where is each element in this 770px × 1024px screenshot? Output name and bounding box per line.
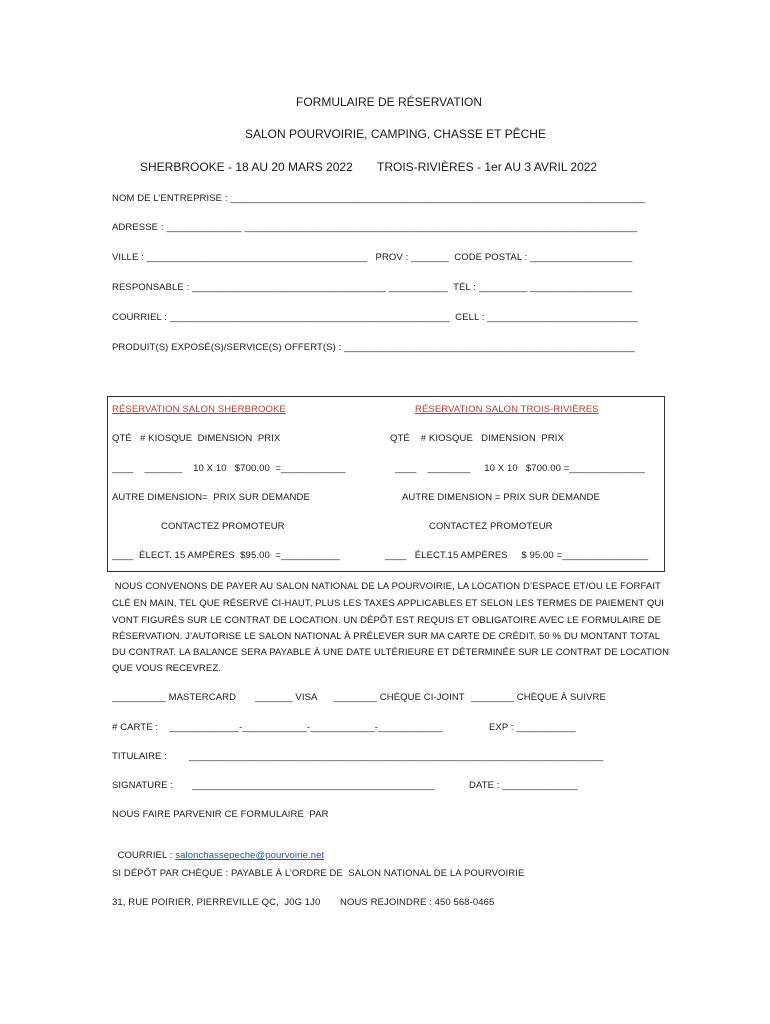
- form-title: FORMULAIRE DE RÉSERVATION: [296, 95, 483, 109]
- send-instructions: NOUS FAIRE PARVENIR CE FORMULAIRE PAR: [112, 809, 329, 820]
- event-sherbrooke: SHERBROOKE - 18 AU 20 MARS 2022: [140, 160, 353, 174]
- field-produits[interactable]: PRODUIT(S) EXPOSÉ(S)/SERVICE(S) OFFERT(S) : ______________________________________________________: [112, 342, 635, 353]
- cheque-instructions: SI DÉPÔT PAR CHÈQUE : PAYABLE À L’ORDRE DE SALON NATIONAL DE LA POURVOIRIE: [112, 868, 525, 879]
- field-signature[interactable]: SIGNATURE : _____________________________________________: [112, 780, 435, 791]
- mailing-address: 31, RUE POIRIER, PIERREVILLE QC, J0G 1J0: [112, 897, 321, 908]
- trois-columns: QTÉ # KIOSQUE DIMENSION PRIX: [390, 433, 564, 444]
- trois-other-dimension: AUTRE DIMENSION = PRIX SUR DEMANDE: [402, 492, 600, 503]
- field-responsable-tel[interactable]: RESPONSABLE : ____________________________________ ___________ TÉL : _________ ___________________: [112, 282, 633, 293]
- option-visa[interactable]: _______ VISA: [255, 692, 318, 703]
- courriel-label: COURRIEL :: [117, 850, 176, 861]
- trois-contact: CONTACTEZ PROMOTEUR: [429, 521, 553, 532]
- sherbrooke-elec-row[interactable]: ____ ÉLECT. 15 AMPÈRES $95.00 =___________: [112, 550, 341, 561]
- reservation-box: [107, 396, 665, 572]
- agreement-line: DU CONTRAT. LA BALANCE SERA PAYABLE À UNE DATE ULTÉRIEURE ET DÉTERMINÉE SUR LE CONTRAT DE LOCATION: [112, 647, 670, 658]
- heading-trois-rivieres: RÉSERVATION SALON TROIS-RIVIÈRES: [415, 404, 599, 415]
- field-ville-prov-code[interactable]: VILLE : _________________________________________ PROV : _______ CODE POSTAL : ___________________: [112, 252, 633, 263]
- agreement-line: QUE VOUS RECEVREZ.: [112, 663, 221, 674]
- sherbrooke-other-dimension: AUTRE DIMENSION= PRIX SUR DEMANDE: [112, 492, 310, 503]
- phone-contact: NOUS REJOINDRE : 450 568-0465: [340, 897, 495, 908]
- field-exp[interactable]: EXP : ___________: [489, 722, 576, 733]
- trois-elec-row[interactable]: ____ ÉLECT.15 AMPÈRES $ 95.00 =________________: [385, 550, 649, 561]
- agreement-line: VONT FIGURÉS SUR LE CONTRAT DE LOCATION. UN DÉPÔT EST REQUIS ET OBLIGATOIRE AVEC LE FORMULAIRE DE: [112, 615, 662, 626]
- courriel-line: [112, 839, 324, 861]
- trois-kiosk-row[interactable]: ____ ________ 10 X 10 $700.00 =______________: [395, 463, 645, 474]
- field-entreprise[interactable]: NOM DE L’ENTREPRISE : _____________________________________________________________________________: [112, 193, 645, 204]
- heading-sherbrooke: RÉSERVATION SALON SHERBROOKE: [112, 404, 286, 415]
- email-link[interactable]: salonchassepeche@pourvoirie.net: [175, 850, 325, 861]
- sherbrooke-kiosk-row[interactable]: ____ _______ 10 X 10 $700.00 =____________: [112, 463, 346, 474]
- field-adresse[interactable]: ADRESSE : ______________ _________________________________________________________________________: [112, 222, 638, 233]
- field-titulaire[interactable]: TITULAIRE : _____________________________________________________________________________: [112, 751, 604, 762]
- field-courriel-cell[interactable]: COURRIEL : ____________________________________________________ CELL : ____________________________: [112, 312, 638, 323]
- sherbrooke-contact: CONTACTEZ PROMOTEUR: [161, 521, 285, 532]
- option-mastercard[interactable]: __________ MASTERCARD: [112, 692, 237, 703]
- field-carte[interactable]: # CARTE : _____________-____________-____________-____________: [112, 722, 443, 733]
- agreement-line: CLÉ EN MAIN, TEL QUE RÉSERVÉ CI-HAUT, PLUS LES TAXES APPLICABLES ET SELON LES TERMES DE PAIEMENT QUI: [112, 598, 665, 609]
- agreement-line: RÉSERVATION. J’AUTORISE LE SALON NATIONAL À PRÉLEVER SUR MA CARTE DE CRÉDIT, 50 % DU MONTANT TOTAL: [112, 631, 661, 642]
- option-cheque-suivre[interactable]: ________ CHÈQUE À SUIVRE: [471, 692, 606, 703]
- option-cheque-joint[interactable]: ________ CHÈQUE CI-JOINT: [334, 692, 465, 703]
- agreement-line: NOUS CONVENONS DE PAYER AU SALON NATIONAL DE LA POURVOIRIE, LA LOCATION D’ESPACE ET/OU LE FORFAIT: [112, 581, 661, 592]
- form-subtitle: SALON POURVOIRIE, CAMPING, CHASSE ET PÊCHE: [245, 127, 546, 141]
- sherbrooke-columns: QTÉ # KIOSQUE DIMENSION PRIX: [112, 433, 281, 444]
- field-date[interactable]: DATE : ______________: [469, 780, 578, 791]
- event-trois-rivieres: TROIS-RIVIÈRES - 1er AU 3 AVRIL 2022: [377, 160, 598, 174]
